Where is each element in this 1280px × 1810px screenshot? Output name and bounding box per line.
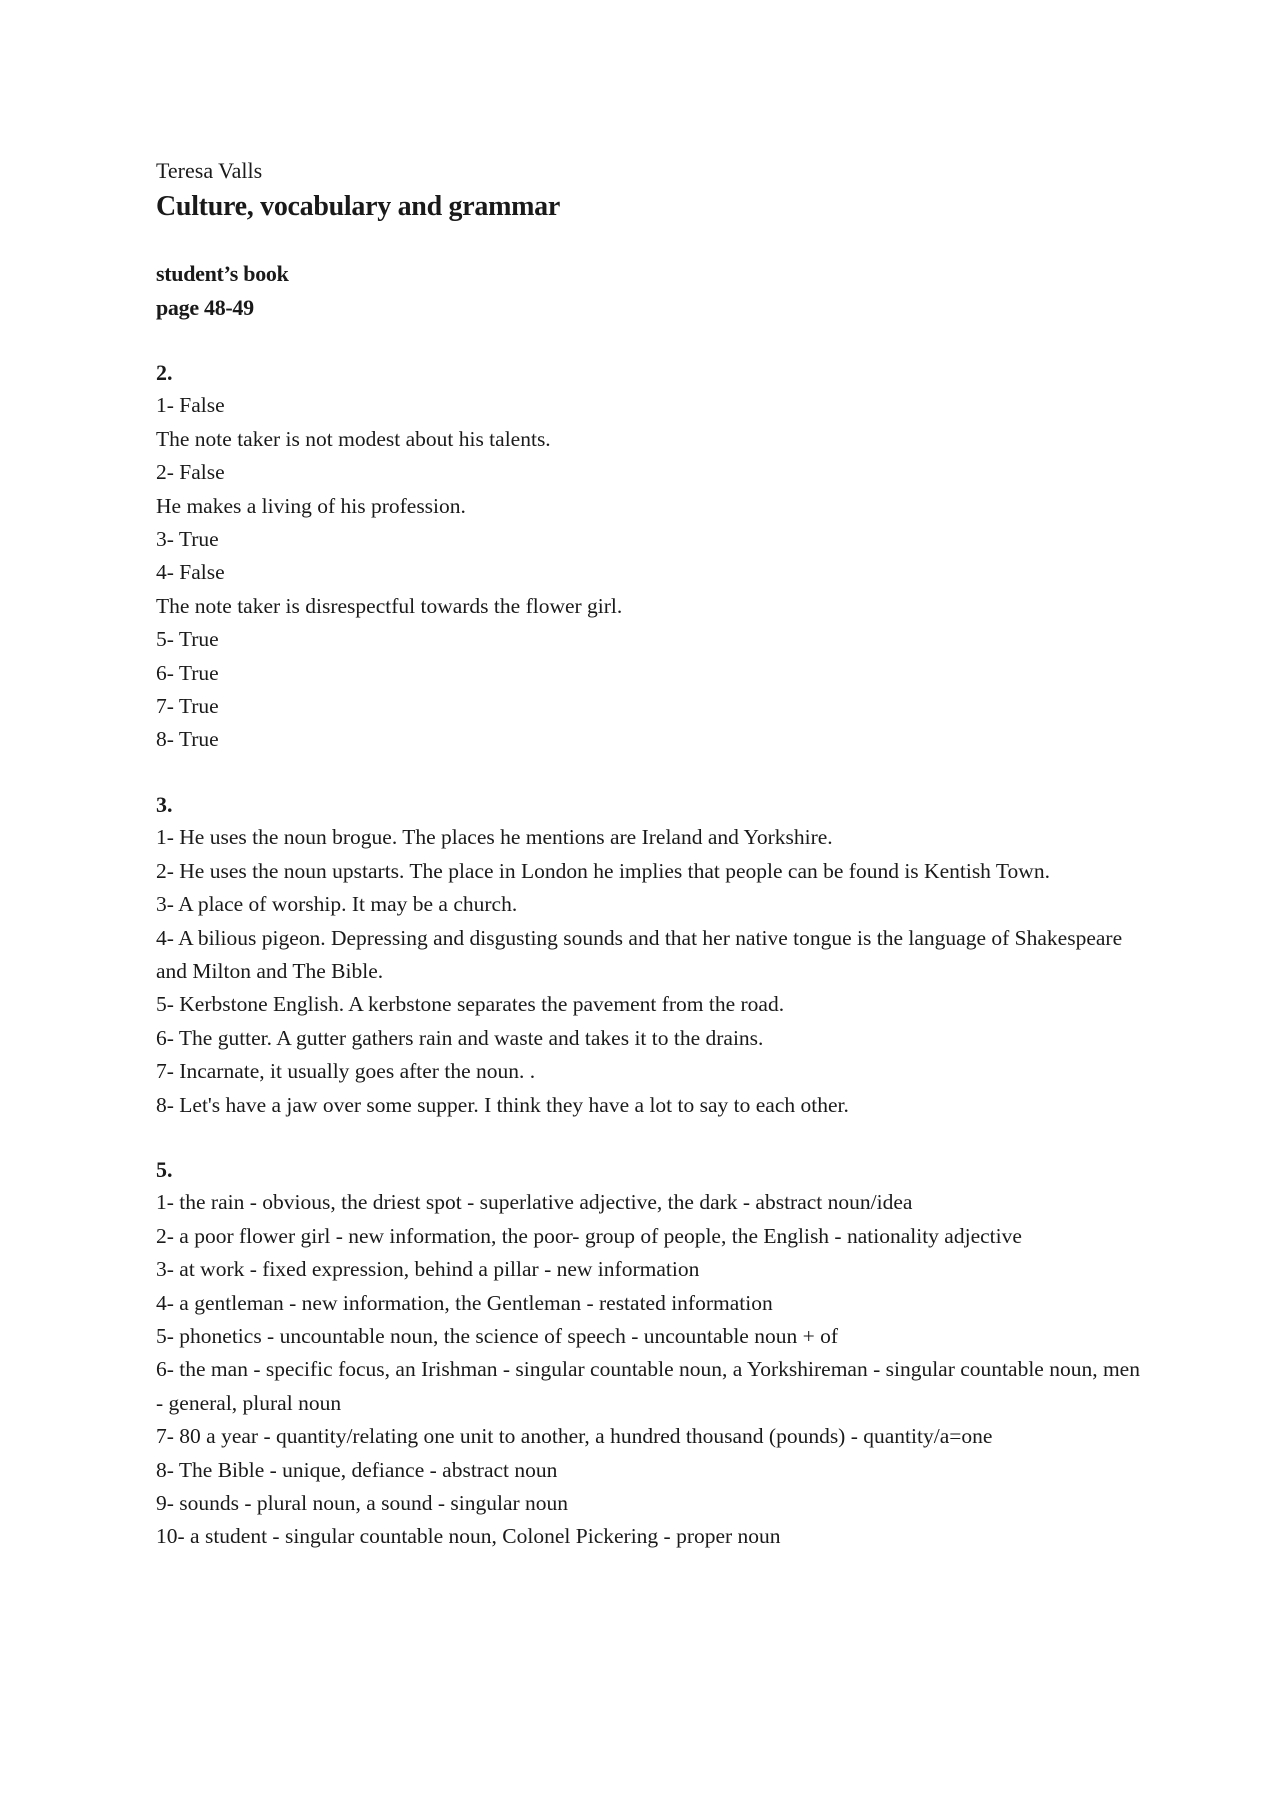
exercise-heading: 5. (156, 1156, 173, 1182)
answer-line: 3- A place of worship. It may be a church. (156, 892, 518, 917)
answer-line: 5- Kerbstone English. A kerbstone separates the pavement from the road. (156, 992, 785, 1017)
document-page (156, 154, 1141, 1554)
answer-line: 7- 80 a year - quantity/relating one unit to another, a hundred thousand (pounds) - quantity/a=one (156, 1424, 993, 1449)
answer-sections (156, 356, 1141, 1554)
exercise-heading: 2. (156, 360, 173, 385)
answer-line: 6- The gutter. A gutter gathers rain and waste and takes it to the drains. (156, 1025, 764, 1050)
answer-line: 7- Incarnate, it usually goes after the noun. . (156, 1059, 536, 1084)
book-label: student’s book (156, 261, 289, 286)
answer-line: 6- True (156, 660, 219, 685)
answer-line: 8- Let's have a jaw over some supper. I think they have a lot to say to each other. (156, 1092, 849, 1117)
answer-line: 1- the rain - obvious, the driest spot - superlative adjective, the dark - abstract noun/idea (156, 1190, 913, 1215)
answer-line: 5- phonetics - uncountable noun, the science of speech - uncountable noun + of (156, 1323, 838, 1348)
answer-line: 2- False (156, 460, 225, 485)
answer-line: 8- True (156, 727, 219, 752)
answer-line: 4- False (156, 560, 225, 585)
exercise-section (156, 1153, 1141, 1554)
author-name: Teresa Valls (156, 158, 263, 183)
answer-line: 6- the man - specific focus, an Irishman - singular countable noun, a Yorkshireman - singular countable noun, men - general, plural noun (156, 1357, 1140, 1415)
answer-line: 8- The Bible - unique, defiance - abstract noun (156, 1457, 558, 1482)
answer-line: The note taker is not modest about his talents. (156, 426, 551, 451)
page-range: page 48-49 (156, 295, 254, 320)
answer-line: 4- A bilious pigeon. Depressing and disgusting sounds and that her native tongue is the language of Shakespeare and Milton and The Bible. (156, 925, 1123, 983)
answer-line: 5- True (156, 627, 219, 652)
answer-line: The note taker is disrespectful towards the flower girl. (156, 593, 623, 618)
exercise-section (156, 788, 1141, 1122)
answer-line: 2- a poor flower girl - new information, the poor- group of people, the English - nationality adjective (156, 1223, 1022, 1248)
answer-line: 7- True (156, 694, 219, 719)
exercise-section (156, 356, 1141, 757)
subtitle-block (156, 257, 1141, 325)
answer-line: 4- a gentleman - new information, the Gentleman - restated information (156, 1290, 773, 1315)
exercise-heading: 3. (156, 791, 173, 817)
answer-line: 3- at work - fixed expression, behind a pillar - new information (156, 1257, 700, 1282)
answer-line: He makes a living of his profession. (156, 493, 466, 518)
document-title: Culture, vocabulary and grammar (156, 191, 560, 222)
answer-line: 1- False (156, 393, 225, 418)
answer-line: 3- True (156, 527, 219, 552)
answer-line: 2- He uses the noun upstarts. The place in London he implies that people can be found is Kentish Town. (156, 858, 1050, 883)
answer-line: 9- sounds - plural noun, a sound - singular noun (156, 1491, 569, 1515)
answer-line: 10- a student - singular countable noun, Colonel Pickering - proper noun (156, 1524, 781, 1549)
answer-line: 1- He uses the noun brogue. The places he mentions are Ireland and Yorkshire. (156, 825, 833, 850)
